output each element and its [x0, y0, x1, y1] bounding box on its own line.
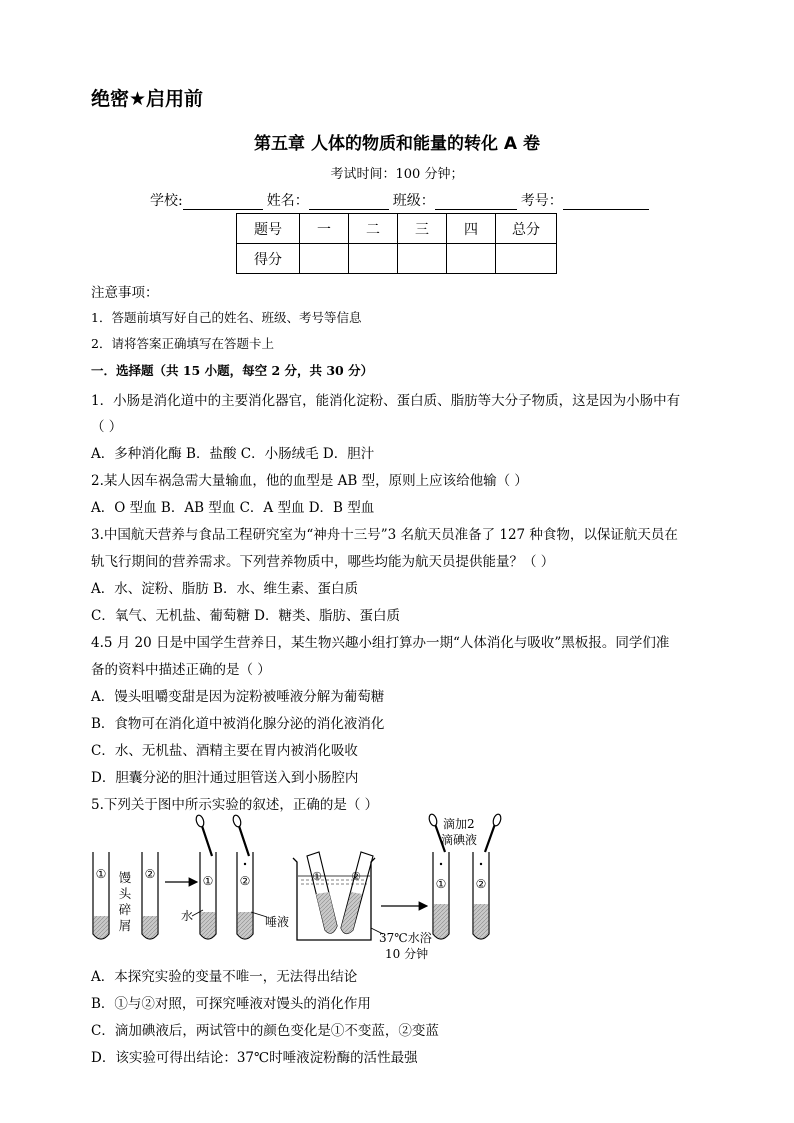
score-cell[interactable]: [398, 244, 447, 274]
q2-stem: 2.某人因车祸急需大量输血，他的血型是 AB 型，原则上应该给他输（ ）: [91, 473, 528, 489]
q4-stem-line2: 备的资料中描述正确的是（ ）: [91, 662, 271, 678]
score-cell[interactable]: [496, 244, 557, 274]
exam-title: 第五章 人体的物质和能量的转化 A 卷: [254, 134, 540, 154]
q3-stem-line2: 轨飞行期间的营养需求。下列营养物质中，哪些均能为航天员提供能量？（ ）: [91, 554, 555, 570]
q5-option-a: A．本探究实验的变量不唯一，无法得出结论: [91, 969, 358, 985]
score-cell[interactable]: [300, 244, 349, 274]
score-cell: 一: [300, 214, 349, 244]
notice-item-1: 1．答题前填写好自己的姓名、班级、考号等信息: [91, 310, 362, 325]
score-table-header-row: [237, 214, 557, 244]
iodine-label-line1: 滴加2: [443, 817, 475, 831]
student-info-row: [150, 190, 653, 210]
q4-option-d: D．胆囊分泌的胆汁通过胆管送入到小肠腔内: [91, 770, 359, 786]
q1-stem-line2: （ ）: [91, 419, 123, 435]
experiment-figure: [85, 812, 505, 962]
q5-option-b: B．①与②对照，可探究唾液对馒头的消化作用: [91, 996, 371, 1012]
score-cell[interactable]: [349, 244, 398, 274]
school-label: 学校:: [150, 193, 183, 209]
class-blank[interactable]: [435, 193, 517, 210]
score-cell: 四: [447, 214, 496, 244]
notice-heading: 注意事项：: [91, 285, 159, 301]
class-label: 班级：: [392, 193, 435, 209]
q3-stem-line1: 3.中国航天营养与食品工程研究室为“神舟十三号”3 名航天员准备了 127 种食物，以保证航天员在: [91, 527, 678, 543]
score-cell: 三: [398, 214, 447, 244]
number-blank[interactable]: [563, 193, 649, 210]
q2-options: A．O 型血 B．AB 型血 C．A 型血 D．B 型血: [91, 500, 375, 516]
tube-1-label: ①: [95, 867, 107, 881]
q3-options-ab: A．水、淀粉、脂肪 B．水、维生素、蛋白质: [91, 581, 358, 597]
q4-option-c: C．水、无机盐、酒精主要在胃内被消化吸收: [91, 743, 358, 759]
name-blank[interactable]: [309, 193, 389, 210]
q4-option-b: B．食物可在消化道中被消化腺分泌的消化液消化: [91, 716, 385, 732]
q1-stem-line1: 1．小肠是消化道中的主要消化器官，能消化淀粉、蛋白质、脂肪等大分子物质，这是因为小肠中有: [91, 393, 681, 409]
section-heading: 一．选择题（共 15 小题，每空 2 分，共 30 分）: [91, 363, 374, 378]
score-table-score-row: [237, 244, 557, 274]
bread-crumbs-label-1: 馒: [118, 870, 132, 885]
test-tube-2-initial: [142, 852, 158, 939]
iodine-label-line2: 滴碘液: [441, 833, 478, 847]
q3-options-cd: C．氧气、无机盐、葡萄糖 D．糖类、脂肪、蛋白质: [91, 608, 400, 624]
bread-crumbs-label-3: 碎: [118, 902, 132, 917]
score-cell: 总分: [496, 214, 557, 244]
svg-text:②: ②: [475, 877, 487, 891]
saliva-label: 唾液: [265, 915, 290, 929]
q5-option-d: D．该实验可得出结论：37℃时唾液淀粉酶的活性最强: [91, 1050, 418, 1066]
svg-text:①: ①: [312, 870, 322, 883]
water-bath-beaker: [293, 852, 375, 940]
q4-stem-line1: 4.5 月 20 日是中国学生营养日，某生物兴趣小组打算办一期“人体消化与吸收”黑板报。同学们准: [91, 635, 670, 651]
score-cell: 题号: [237, 214, 300, 244]
score-cell: 得分: [237, 244, 300, 274]
water-label: 水: [181, 909, 194, 923]
notice-item-2: 2．请将答案正确填写在答题卡上: [91, 336, 274, 351]
q5-stem: 5.下列关于图中所示实验的叙述，正确的是（ ）: [91, 797, 379, 813]
svg-text:①: ①: [435, 877, 447, 891]
number-label: 考号：: [520, 193, 563, 209]
tube-2-label: ②: [144, 867, 156, 881]
test-tube-1-initial: [93, 852, 109, 939]
bread-crumbs-label-2: 头: [118, 886, 132, 901]
test-tube-1-dropper: [195, 814, 216, 939]
water-bath-temp: 37℃水浴: [379, 931, 432, 945]
q4-option-a: A．馒头咀嚼变甜是因为淀粉被唾液分解为葡萄糖: [91, 689, 385, 705]
school-blank[interactable]: [183, 193, 263, 210]
confidential-mark: 绝密★启用前: [91, 88, 204, 110]
q5-option-c: C．滴加碘液后，两试管中的颜色变化是①不变蓝，②变蓝: [91, 1023, 439, 1039]
test-tube-2-final: [473, 813, 502, 939]
exam-time: 考试时间：100 分钟；: [330, 167, 464, 182]
q1-options: A．多种消化酶 B．盐酸 C．小肠绒毛 D．胆汁: [91, 446, 375, 462]
svg-text:②: ②: [351, 870, 361, 883]
score-cell: 二: [349, 214, 398, 244]
score-table: [236, 213, 557, 274]
svg-text:②: ②: [239, 874, 251, 888]
svg-text:①: ①: [202, 874, 214, 888]
name-label: 姓名：: [266, 193, 309, 209]
water-bath-time: 10 分钟: [385, 947, 429, 961]
bread-crumbs-label-4: 屑: [118, 918, 132, 933]
test-tube-2-dropper: [232, 814, 253, 939]
score-cell[interactable]: [447, 244, 496, 274]
